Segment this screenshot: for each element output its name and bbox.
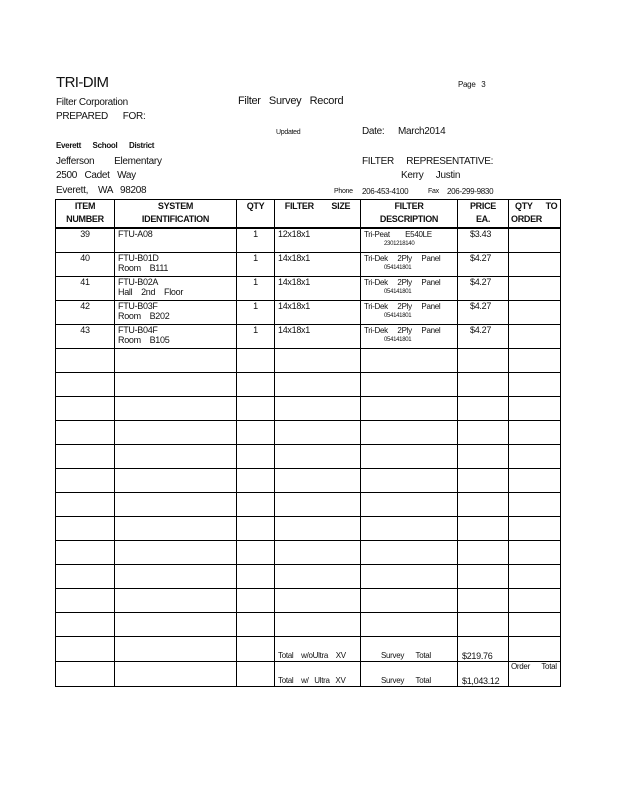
price: $4.27	[458, 252, 509, 276]
order-qty	[509, 324, 561, 348]
table-row	[56, 444, 561, 468]
street-address: 2500 Cadet Way	[56, 170, 136, 181]
updated-label: Updated	[276, 129, 301, 136]
header-filter-description: FILTER DESCRIPTION	[361, 200, 458, 229]
table-row	[56, 612, 561, 636]
qty: 1	[237, 228, 275, 252]
system-identification: FTU-B01D Room B111	[115, 252, 237, 276]
order-qty	[509, 252, 561, 276]
totals-row	[56, 636, 561, 661]
city-address: Everett, WA 98208	[56, 185, 147, 196]
rep-label: FILTER REPRESENTATIVE:	[362, 156, 494, 167]
order-qty	[509, 276, 561, 300]
totals-row	[56, 661, 561, 686]
filter-description: Tri-Dek 2Ply Panel 054141801	[361, 300, 458, 324]
rep-name: Kerry Justin	[401, 170, 461, 181]
order-qty	[509, 300, 561, 324]
document-title: Filter Survey Record	[238, 95, 344, 107]
table-row	[56, 300, 561, 324]
filter-size: 14x18x1	[275, 300, 361, 324]
district-name: Everett School District	[56, 141, 155, 150]
company-name: TRI-DIM	[56, 74, 109, 91]
price: $4.27	[458, 324, 509, 348]
table-row	[56, 468, 561, 492]
price: $3.43	[458, 228, 509, 252]
header-item-number: ITEM NUMBER	[56, 200, 115, 229]
date-value: March2014	[398, 126, 446, 137]
order-total-label	[509, 636, 561, 661]
table-header-row	[56, 200, 561, 229]
system-location: Room B111	[118, 262, 169, 273]
table-row	[56, 348, 561, 372]
survey-total-label: Survey Total	[361, 661, 458, 686]
price: $4.27	[458, 300, 509, 324]
page-label: Page 3	[458, 80, 486, 89]
order-total-label: Order Total	[509, 661, 561, 686]
page-number: 3	[481, 80, 486, 89]
table-row	[56, 372, 561, 396]
filter-description: Tri-Peat E540LE 2301218140	[361, 228, 458, 252]
system-location: Room B202	[118, 310, 170, 321]
fax-label: Fax	[428, 188, 439, 195]
phone-label: Phone	[334, 188, 353, 195]
filter-code: 054141801	[384, 336, 412, 343]
table-row	[56, 396, 561, 420]
table-row	[56, 420, 561, 444]
system-location: Room B105	[118, 334, 170, 345]
qty: 1	[237, 300, 275, 324]
table-row	[56, 564, 561, 588]
survey-total-label: Survey Total	[361, 636, 458, 661]
item-number: 39	[56, 228, 115, 252]
phone-number: 206-453-4100	[362, 187, 409, 196]
total-amount: $1,043.12	[458, 661, 509, 686]
system-identification: FTU-A08	[115, 228, 237, 252]
item-number: 42	[56, 300, 115, 324]
filter-description: Tri-Dek 2Ply Panel 054141801	[361, 252, 458, 276]
qty: 1	[237, 276, 275, 300]
filter-description: Tri-Dek 2Ply Panel 054141801	[361, 276, 458, 300]
table-row	[56, 540, 561, 564]
table-row	[56, 276, 561, 300]
filter-size: 14x18x1	[275, 252, 361, 276]
header-qty: QTY	[237, 200, 275, 229]
item-number: 43	[56, 324, 115, 348]
table-row	[56, 492, 561, 516]
qty: 1	[237, 252, 275, 276]
filter-code: 2301218140	[384, 241, 415, 247]
filter-description: Tri-Dek 2Ply Panel 054141801	[361, 324, 458, 348]
filter-code: 054141801	[384, 288, 412, 295]
filter-code: 054141801	[384, 312, 412, 319]
system-location: Hall 2nd Floor	[118, 286, 184, 297]
system-identification: FTU-B04F Room B105	[115, 324, 237, 348]
table-row	[56, 228, 561, 252]
filter-survey-table	[55, 199, 561, 687]
system-identification: FTU-B02A Hall 2nd Floor	[115, 276, 237, 300]
price: $4.27	[458, 276, 509, 300]
item-number: 41	[56, 276, 115, 300]
header-filter-size: FILTER SIZE	[275, 200, 361, 229]
header-qty-to-order: QTY TO ORDER	[509, 200, 561, 229]
filter-size: 14x18x1	[275, 324, 361, 348]
total-label: Total w/oUltra XV	[275, 636, 361, 661]
order-qty	[509, 228, 561, 252]
filter-size: 12x18x1	[275, 228, 361, 252]
table-row	[56, 516, 561, 540]
header-price: PRICE EA.	[458, 200, 509, 229]
filter-size: 14x18x1	[275, 276, 361, 300]
table-row	[56, 588, 561, 612]
table-row	[56, 252, 561, 276]
total-amount: $219.76	[458, 636, 509, 661]
header-system-identification: SYSTEM IDENTIFICATION	[115, 200, 237, 229]
qty: 1	[237, 324, 275, 348]
filter-code: 054141801	[384, 264, 412, 271]
prepared-for: PREPARED FOR:	[56, 111, 146, 122]
table-row	[56, 324, 561, 348]
item-number: 40	[56, 252, 115, 276]
system-identification: FTU-B03F Room B202	[115, 300, 237, 324]
total-label: Total w/ Ultra XV	[275, 661, 361, 686]
school-name: Jefferson Elementary	[56, 156, 162, 167]
date-label: Date:	[362, 126, 385, 137]
subtitle-company: Filter Corporation	[56, 97, 128, 108]
fax-number: 206-299-9830	[447, 187, 494, 196]
